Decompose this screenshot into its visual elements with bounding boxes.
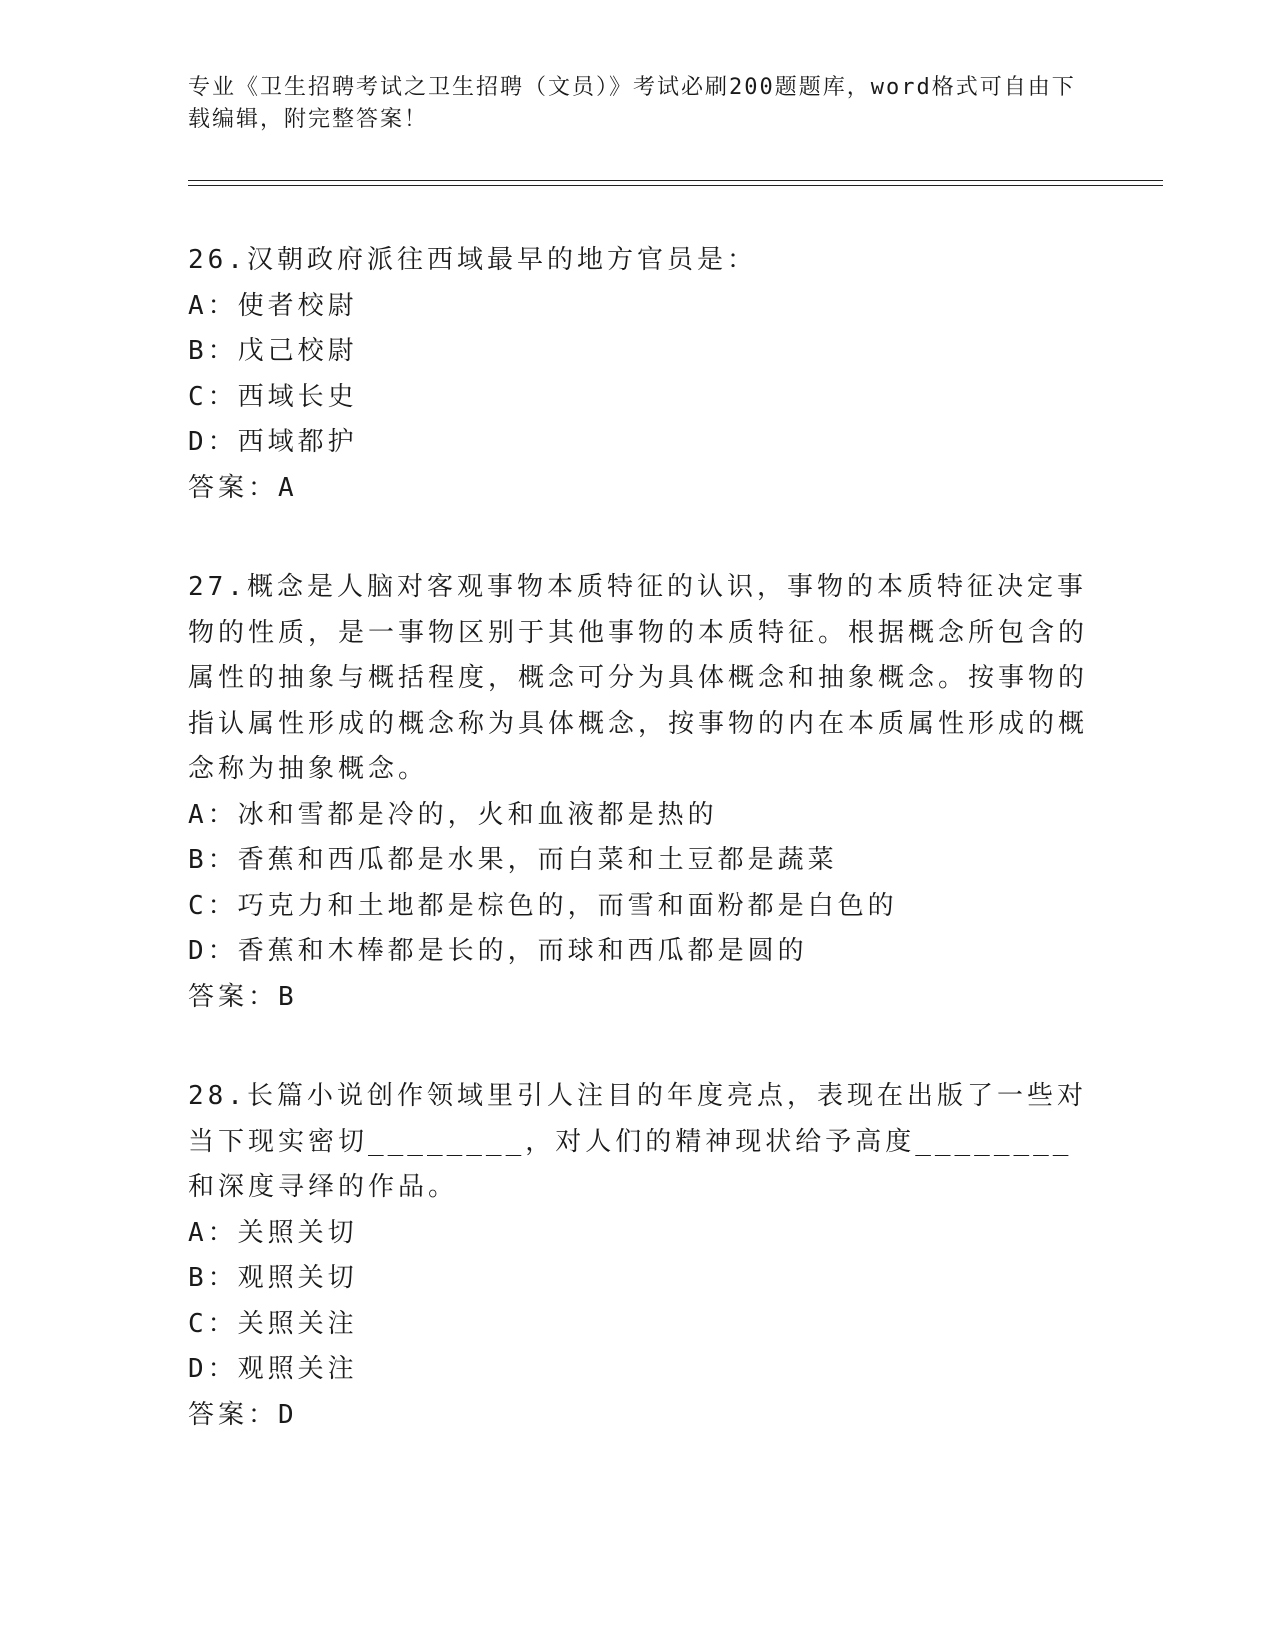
question-28	[188, 1074, 1088, 1438]
option-a: A：冰和雪都是冷的，火和血液都是热的	[188, 799, 718, 830]
answer-line: 答案：B	[188, 981, 298, 1012]
header-divider-top	[188, 180, 1163, 181]
question-stem: 27.概念是人脑对客观事物本质特征的认识，事物的本质特征决定事物的性质，是一事物区别于其他事物的本质特征。根据概念所包含的属性的抽象与概括程度，概念可分为具体概念和抽象概念。按事物的指认属性形成的概念称为具体概念，按事物的内在本质属性形成的概念称为抽象概念。	[188, 572, 1089, 784]
option-c: C：关照关注	[188, 1308, 358, 1339]
question-stem: 28.长篇小说创作领域里引人注目的年度亮点，表现在出版了一些对当下现实密切________，对人们的精神现状给予高度________和深度寻绎的作品。	[188, 1081, 1087, 1202]
option-d: D：香蕉和木棒都是长的，而球和西瓜都是圆的	[188, 936, 808, 966]
option-b: B：观照关切	[188, 1263, 358, 1293]
question-list	[188, 238, 1088, 1492]
option-b: B：香蕉和西瓜都是水果，而白菜和土豆都是蔬菜	[188, 845, 838, 875]
option-d: D：西域都护	[188, 427, 358, 457]
answer-line: 答案：A	[188, 472, 298, 503]
option-a: A：使者校尉	[188, 290, 358, 321]
option-a: A：关照关切	[188, 1217, 358, 1248]
question-stem: 26.汉朝政府派往西域最早的地方官员是：	[188, 245, 757, 275]
option-c: C：西域长史	[188, 381, 358, 412]
header-divider-bottom	[188, 185, 1163, 186]
page-header: 专业《卫生招聘考试之卫生招聘（文员）》考试必刷200题题库，word格式可自由下载编辑，附完整答案！	[188, 75, 1076, 132]
option-d: D：观照关注	[188, 1354, 358, 1384]
question-26	[188, 238, 1088, 511]
option-b: B：戊己校尉	[188, 336, 358, 366]
question-27	[188, 565, 1088, 1020]
answer-line: 答案：D	[188, 1399, 298, 1430]
option-c: C：巧克力和土地都是棕色的，而雪和面粉都是白色的	[188, 890, 898, 921]
